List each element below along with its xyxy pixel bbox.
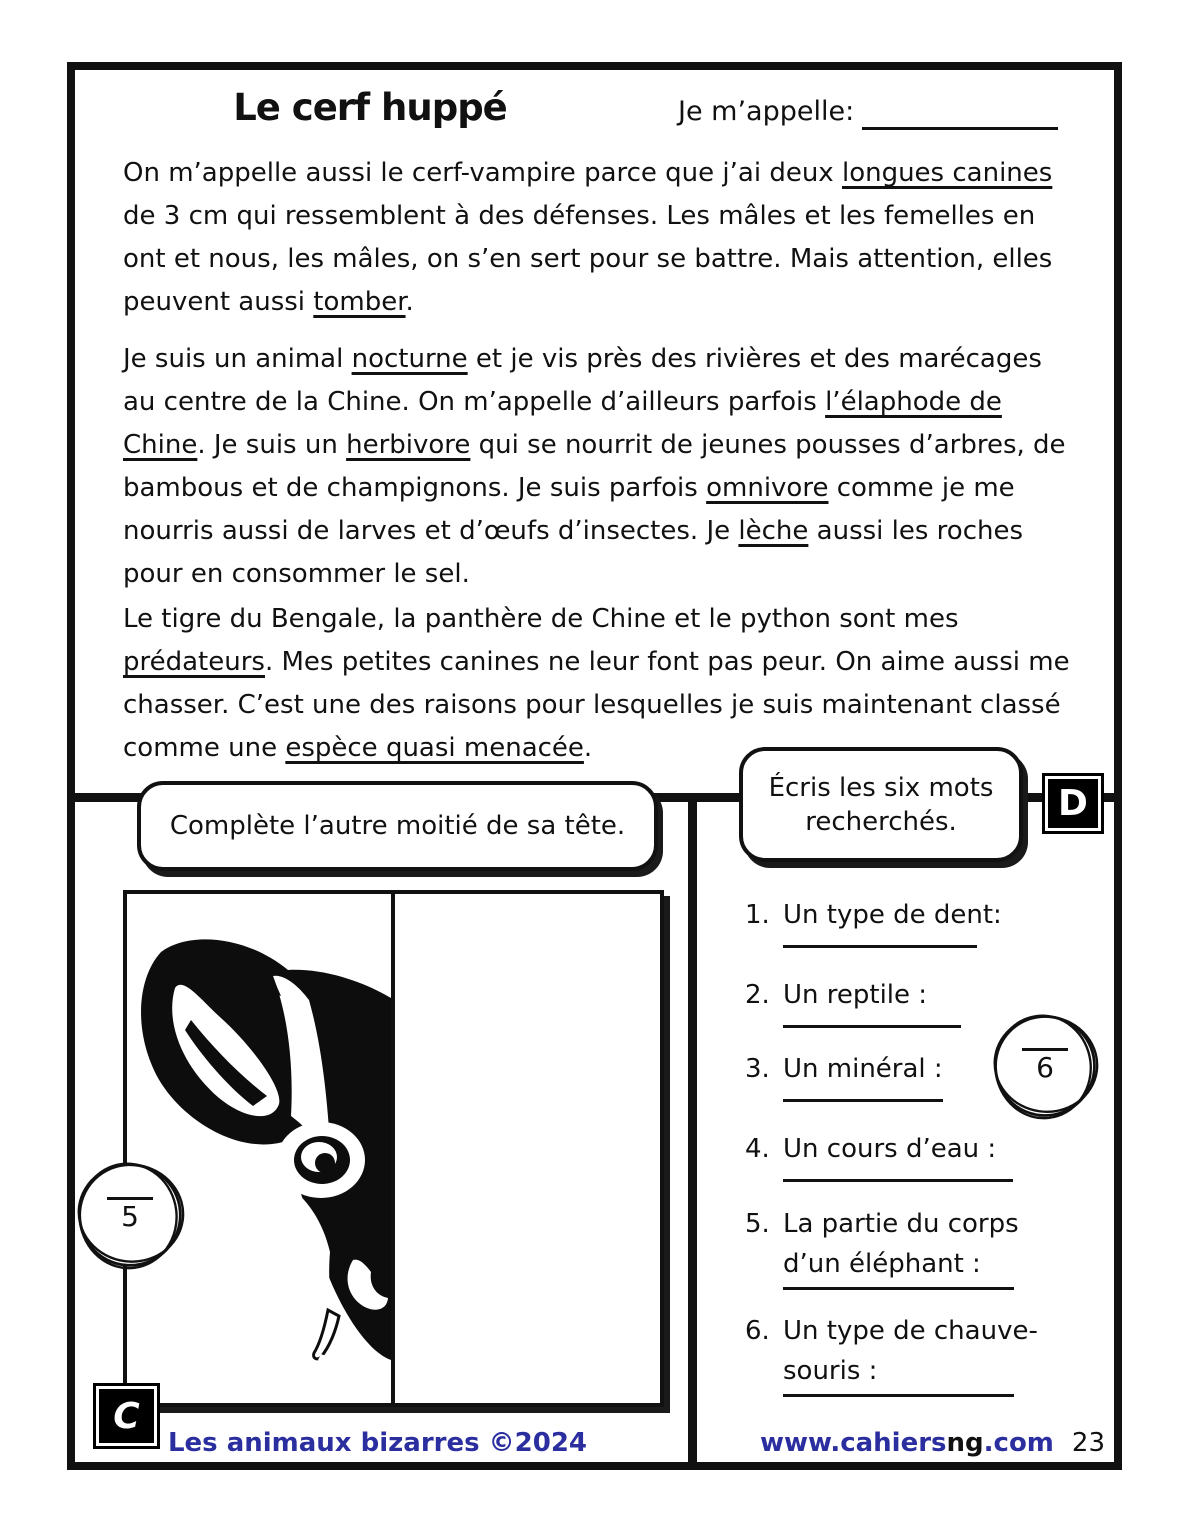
score-badge-right	[989, 1010, 1101, 1122]
question-number: 2.	[745, 980, 770, 1010]
question-label: Un type de chauve-souris :	[783, 1316, 1038, 1386]
answer-blank-5[interactable]	[783, 1287, 1014, 1290]
question-label: La partie du corps d’un éléphant :	[783, 1209, 1019, 1279]
name-label: Je m’appelle:	[678, 96, 855, 127]
answer-blank-2[interactable]	[783, 1025, 961, 1028]
page-title: Le cerf huppé	[233, 86, 507, 129]
left-task-instruction-bubble	[137, 781, 658, 871]
page-number: 23	[1071, 1428, 1105, 1458]
paragraph-habitat-diet: Je suis un animal nocturne et je vis près des rivières et des marécages au centre de la Chine. On m’appelle d’ailleurs parfois l’élaphode de Chine. Je suis un herbivore qui se nourrit de jeunes pousses d’arbres, de bambous et de champignons. Je suis parfois omnivore comme je me nourris aussi de larves et d’œufs d’insectes. Je lèche aussi les roches pour en consommer le sel.	[123, 344, 1066, 589]
question-number: 5.	[745, 1209, 770, 1239]
section-letter-c: C	[113, 1395, 140, 1437]
right-task-instruction: Écris les six mots recherchés.	[768, 772, 994, 837]
footer-website	[760, 1428, 1105, 1458]
question-label: Un cours d’eau :	[783, 1134, 997, 1164]
right-task-instruction-bubble	[739, 747, 1023, 862]
score-badge-left	[73, 1158, 187, 1272]
footer-copyright: Les animaux bizarres ©2024	[167, 1428, 588, 1458]
symmetry-center-line	[391, 894, 395, 1403]
word-question-5	[745, 1204, 1085, 1290]
score-fraction	[107, 1197, 153, 1234]
score-denominator: 6	[1036, 1050, 1054, 1084]
footer-url-pre: www.cahiers	[759, 1428, 947, 1458]
name-blank-field[interactable]	[862, 98, 1058, 130]
answer-blank-1[interactable]	[783, 945, 977, 948]
question-number: 3.	[745, 1054, 770, 1084]
section-letter-d: D	[1058, 783, 1088, 824]
answer-blank-4[interactable]	[783, 1179, 1013, 1182]
paragraph-canines: On m’appelle aussi le cerf-vampire parce que j’ai deux longues canines de 3 cm qui ressemblent à des défenses. Les mâles et les femelles en ont et nous, les mâles, on s’en sert pour se battre. Mais attention, elles peuvent aussi tomber.	[123, 158, 1053, 317]
answer-blank-6[interactable]	[783, 1394, 1014, 1397]
question-number: 6.	[745, 1316, 770, 1346]
paragraph-predators: Le tigre du Bengale, la panthère de Chine et le python sont mes prédateurs. Mes petites canines ne leur font pas peur. On aime aussi me chasser. C’est une des raisons pour lesquelles je suis maintenant classé comme une espèce quasi menacée.	[123, 604, 1070, 763]
deer-half-head-illustration	[127, 894, 391, 1403]
vertical-divider	[688, 793, 697, 1463]
question-label: Un minéral :	[783, 1054, 943, 1084]
word-question-1	[745, 895, 1085, 948]
section-letter-d-badge	[1042, 773, 1104, 834]
drawing-blank-half[interactable]	[395, 894, 660, 1403]
answer-blank-3[interactable]	[783, 1099, 943, 1102]
score-denominator: 5	[121, 1199, 139, 1233]
left-task-instruction: Complète l’autre moitié de sa tête.	[169, 811, 626, 841]
word-question-4	[745, 1129, 1085, 1182]
question-number: 1.	[745, 900, 770, 930]
word-question-6	[745, 1311, 1085, 1397]
score-fraction	[1022, 1048, 1068, 1085]
question-number: 4.	[745, 1134, 770, 1164]
footer-url-post: .com	[983, 1428, 1054, 1458]
question-label: Un reptile :	[783, 980, 928, 1010]
footer-url-ng: ng	[946, 1428, 984, 1458]
question-label: Un type de dent:	[783, 900, 1002, 930]
